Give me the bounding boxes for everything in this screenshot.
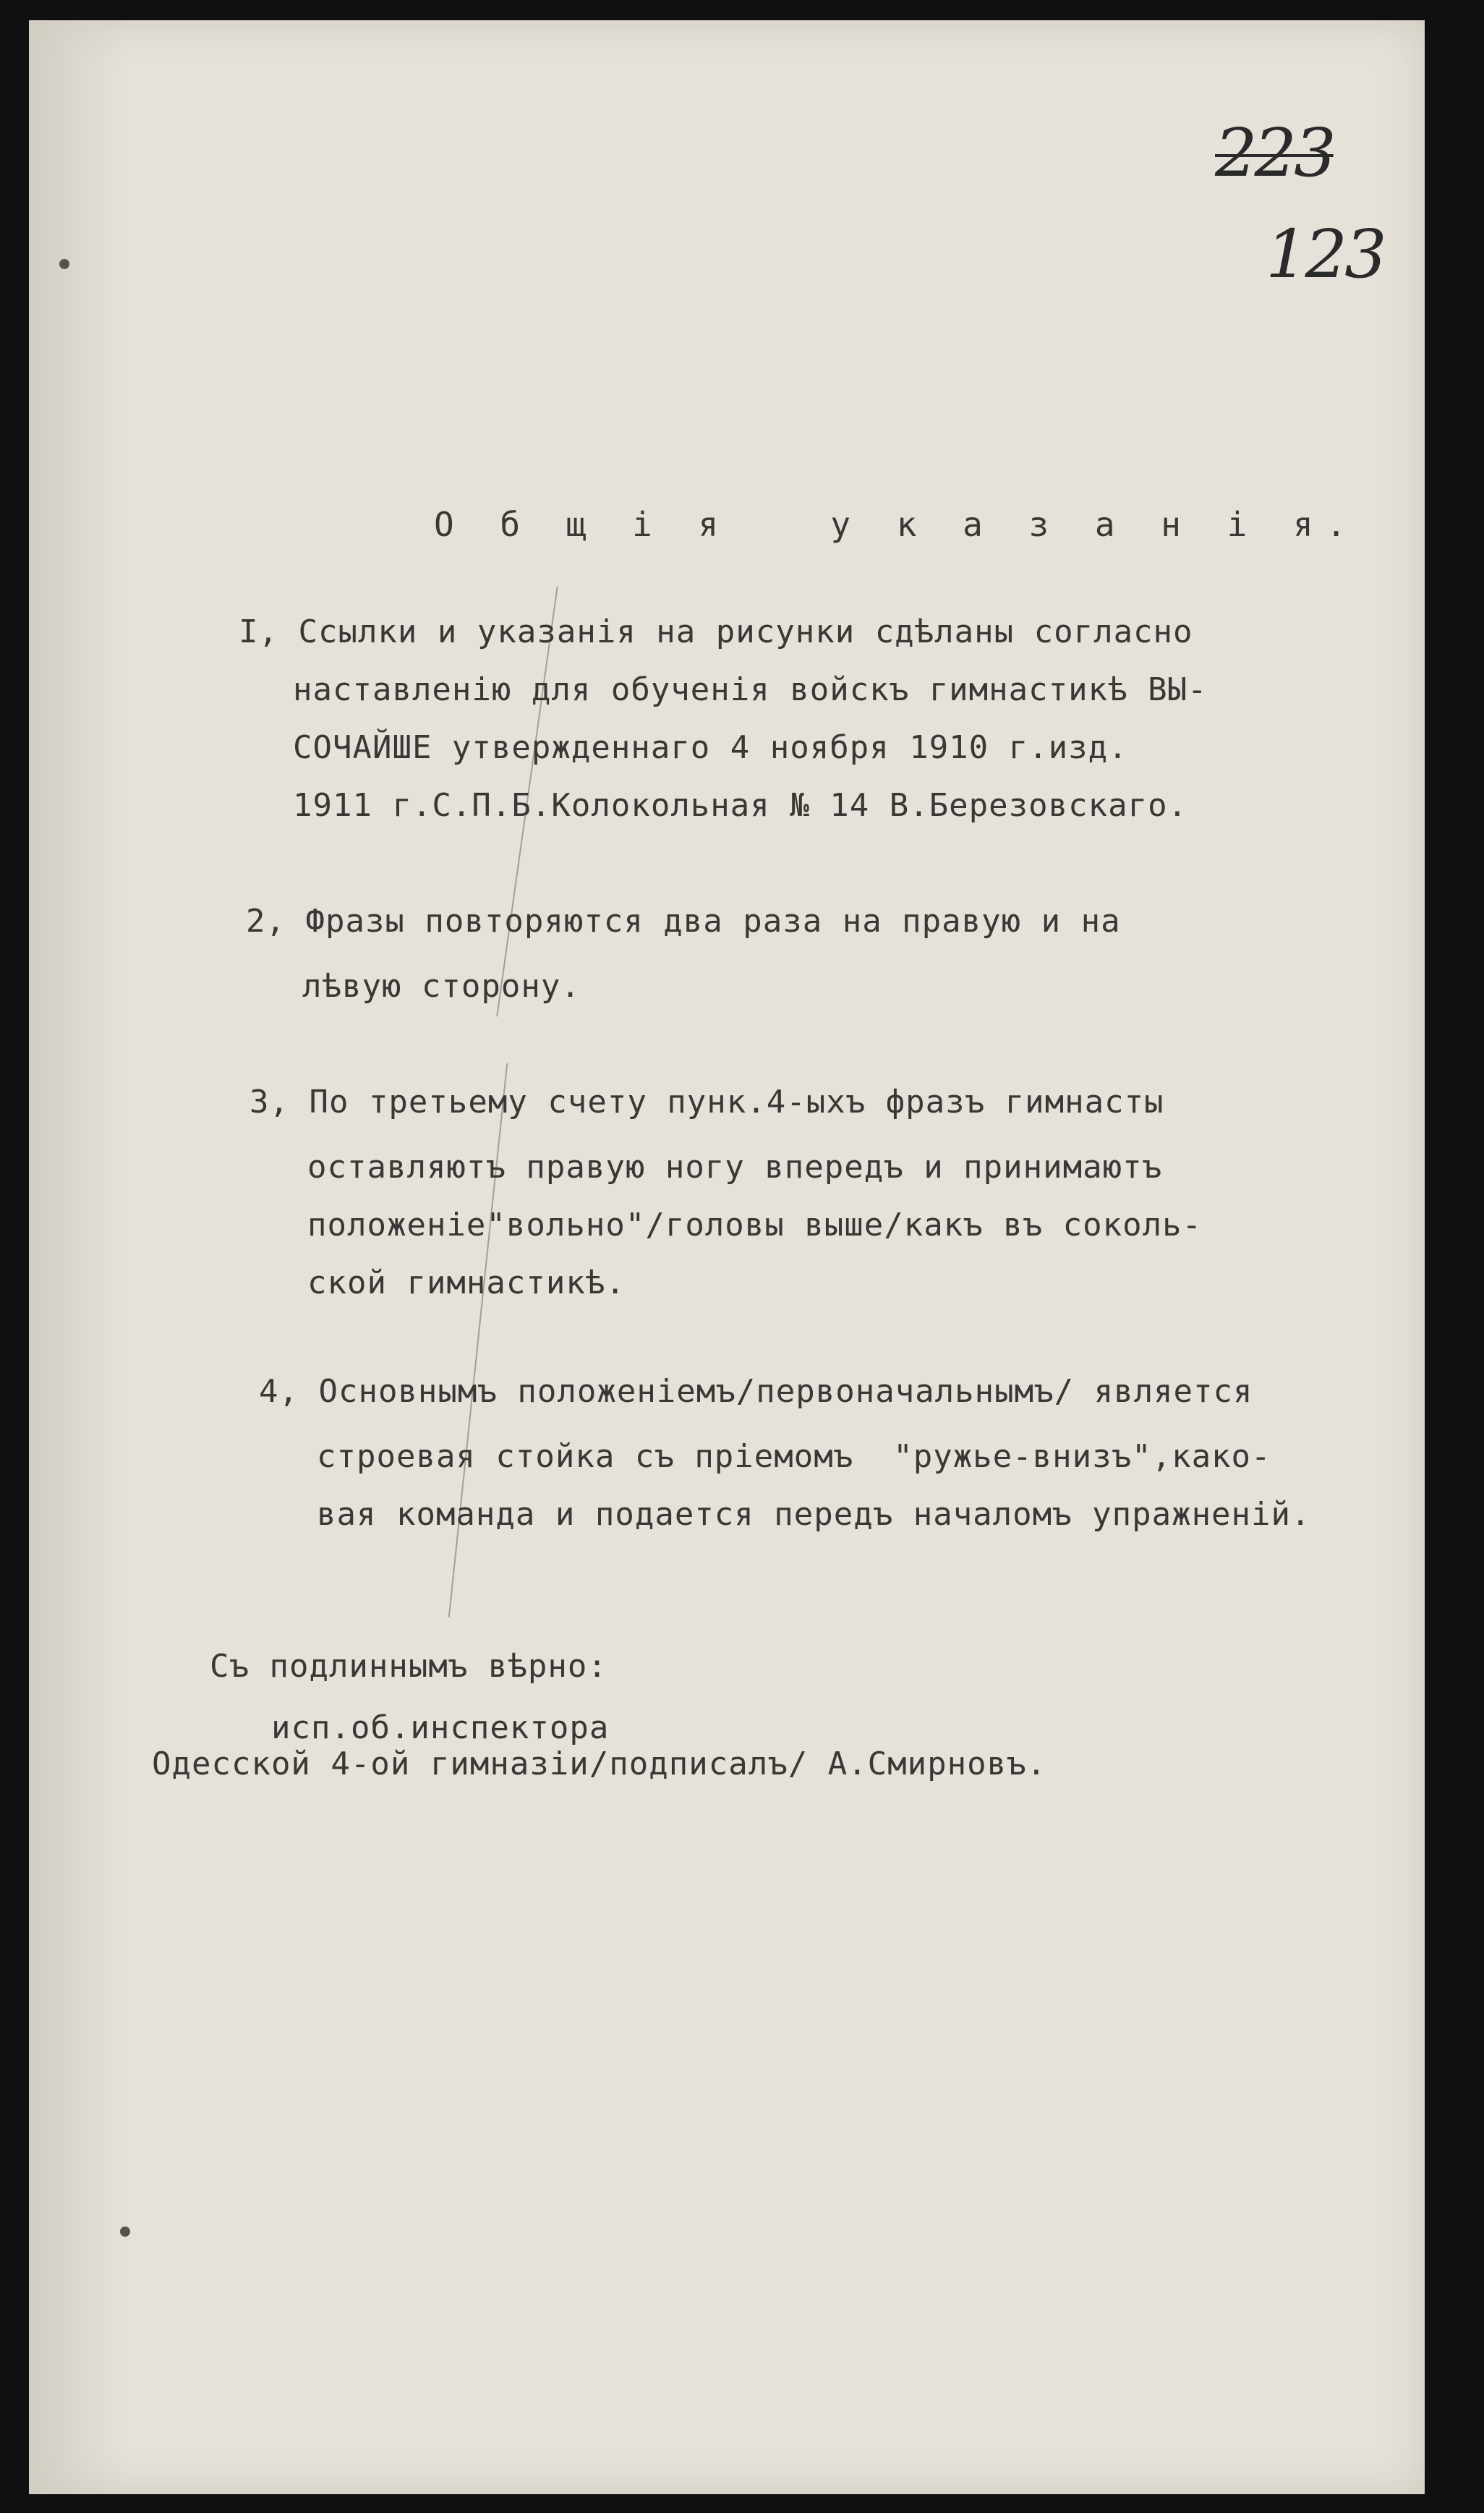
item-1-line-3: СОЧАЙШЕ утвержденнаго 4 ноября 1910 г.изд. [293,729,1128,766]
position-line-2: Одесской 4-ой гимназіи/подписалъ/ А.Смирновъ. [152,1746,1047,1782]
old-page-number: 223 [1215,114,1334,192]
binding-hole [59,259,69,269]
position-line-1: исп.об.инспектора [271,1709,610,1746]
item-3-line-3: положеніе"вольно"/головы выше/какъ въ соколь- [307,1207,1203,1243]
item-3-line-4: ской гимнастикѣ. [307,1264,626,1301]
binding-hole [120,2227,130,2237]
item-4-line-2: строевая стойка съ пріемомъ "ружье-внизъ",како- [317,1438,1271,1475]
pencil-mark [448,1063,508,1617]
document-title: О б щ і я у к а з а н і я. [434,505,1360,544]
paper-sheet [29,20,1425,2494]
certification-line: Съ подлиннымъ вѣрно: [210,1648,607,1685]
item-3-line-2: оставляютъ правую ногу впередъ и принимаютъ [307,1149,1163,1186]
item-2-line-1: 2, Фразы повторяются два раза на правую и на [246,903,1121,940]
item-1-line-1: I, Ссылки и указанія на рисунки сдѣланы согласно [239,613,1193,650]
item-3-line-1: 3, По третьему счету пунк.4-ыхъ фразъ гимнасты [250,1084,1164,1121]
item-4-line-1: 4, Основнымъ положеніемъ/первоначальнымъ/ является [259,1373,1253,1410]
item-1-line-4: 1911 г.С.П.Б.Колокольная № 14 В.Березовскаго. [293,787,1188,824]
item-2-line-2: лѣвую сторону. [302,968,581,1005]
item-1-line-2: наставленію для обученія войскъ гимнастикѣ ВЫ- [293,671,1208,708]
item-4-line-3: вая команда и подается передъ началомъ упражненій. [317,1496,1311,1533]
new-page-number: 123 [1266,216,1384,293]
